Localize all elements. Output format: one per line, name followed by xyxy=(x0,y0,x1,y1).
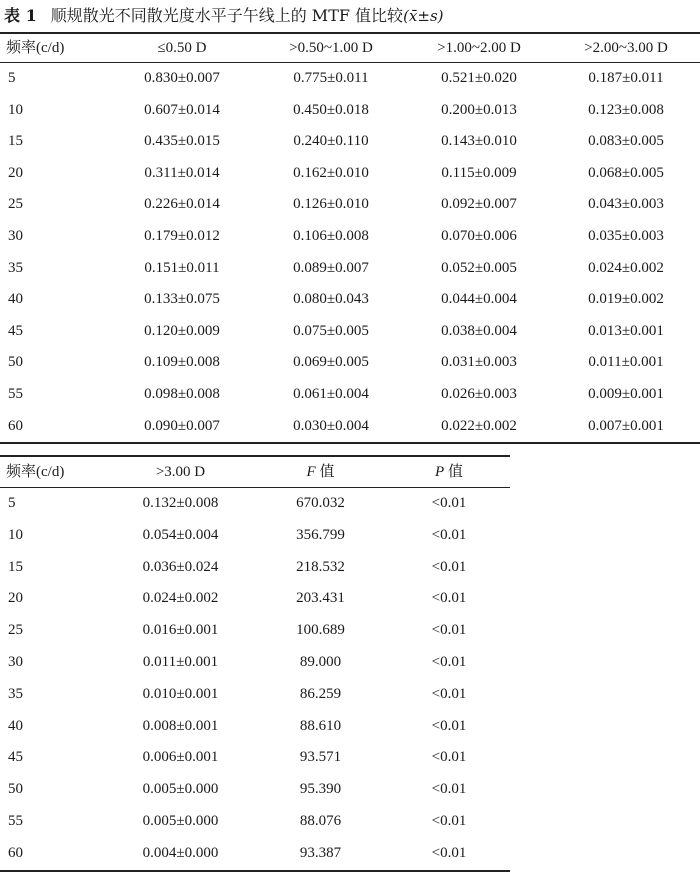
1.00-2.00-cell: 0.052±0.005 xyxy=(441,259,517,276)
table-row xyxy=(0,615,510,647)
2.00-3.00-cell: 0.123±0.008 xyxy=(588,101,664,118)
header-1.00-2.00: >1.00~2.00 D xyxy=(437,40,521,56)
2.00-3.00-cell: 0.011±0.001 xyxy=(588,354,664,371)
gt-3.00-cell: 0.005±0.000 xyxy=(142,781,219,798)
1.00-2.00-cell: 0.115±0.009 xyxy=(441,164,517,181)
p-value-cell: <0.01 xyxy=(431,781,467,798)
frequency-cell: 35 xyxy=(8,685,23,702)
table-caption xyxy=(4,2,444,30)
table-row xyxy=(0,711,510,743)
frequency-cell: 45 xyxy=(8,749,23,766)
le-0.50-cell: 0.179±0.012 xyxy=(144,227,220,244)
f-value-cell: 86.259 xyxy=(299,685,342,702)
f-value-cell: 218.532 xyxy=(296,558,345,575)
header-p-value xyxy=(388,456,510,488)
table-row xyxy=(0,158,700,190)
le-0.50-cell: 0.226±0.014 xyxy=(144,196,220,213)
0.50-1.00-cell: 0.069±0.005 xyxy=(293,354,369,371)
table-row xyxy=(0,647,510,679)
table-row xyxy=(0,838,510,871)
frequency-cell: 50 xyxy=(8,354,23,371)
p-value-cell: <0.01 xyxy=(431,812,467,829)
frequency-cell: 5 xyxy=(8,495,16,511)
f-value-cell: 93.571 xyxy=(299,749,342,766)
table-row xyxy=(0,520,510,552)
p-value-cell: <0.01 xyxy=(431,749,467,766)
gt-3.00-cell: 0.004±0.000 xyxy=(142,844,219,861)
le-0.50-cell: 0.133±0.075 xyxy=(144,291,220,308)
le-0.50-cell: 0.120±0.009 xyxy=(144,322,220,339)
1.00-2.00-cell: 0.200±0.013 xyxy=(441,101,517,118)
table-row xyxy=(0,679,510,711)
header-f-letter: F xyxy=(306,464,316,480)
gt-3.00-cell: 0.024±0.002 xyxy=(142,590,219,607)
header-frequency: 频率(c/d) xyxy=(6,464,65,480)
p-value-cell: <0.01 xyxy=(431,622,467,639)
frequency-cell: 50 xyxy=(8,781,23,798)
table-row xyxy=(0,189,700,221)
gt-3.00-cell: 0.008±0.001 xyxy=(142,717,219,734)
0.50-1.00-cell: 0.106±0.008 xyxy=(293,227,369,244)
0.50-1.00-cell: 0.089±0.007 xyxy=(293,259,369,276)
gt-3.00-cell: 0.011±0.001 xyxy=(142,653,219,670)
f-value-cell: 88.610 xyxy=(299,717,342,734)
gt-3.00-cell: 0.054±0.004 xyxy=(142,526,219,543)
2.00-3.00-cell: 0.083±0.005 xyxy=(588,133,664,150)
frequency-cell: 60 xyxy=(8,844,23,861)
frequency-cell: 15 xyxy=(8,133,23,150)
p-value-cell: <0.01 xyxy=(431,844,467,861)
frequency-cell: 25 xyxy=(8,622,23,639)
frequency-cell: 10 xyxy=(8,526,23,543)
p-value-cell: <0.01 xyxy=(431,495,467,511)
frequency-cell: 15 xyxy=(8,558,23,575)
frequency-cell: 35 xyxy=(8,259,23,276)
mtf-table-part1 xyxy=(0,32,700,444)
frequency-cell: 55 xyxy=(8,812,23,829)
table-row xyxy=(0,126,700,158)
1.00-2.00-cell: 0.070±0.006 xyxy=(441,227,517,244)
frequency-cell: 40 xyxy=(8,291,23,308)
0.50-1.00-cell: 0.080±0.043 xyxy=(293,291,369,308)
f-value-cell: 670.032 xyxy=(296,495,345,511)
le-0.50-cell: 0.151±0.011 xyxy=(144,259,220,276)
frequency-cell: 40 xyxy=(8,717,23,734)
frequency-cell: 45 xyxy=(8,322,23,339)
2.00-3.00-cell: 0.068±0.005 xyxy=(588,164,664,181)
caption-label: 表 1 xyxy=(4,6,37,25)
table-row xyxy=(0,63,700,95)
1.00-2.00-cell: 0.521±0.020 xyxy=(441,70,517,86)
0.50-1.00-cell: 0.126±0.010 xyxy=(293,196,369,213)
header-gt-3.00: >3.00 D xyxy=(155,464,206,480)
0.50-1.00-cell: 0.030±0.004 xyxy=(293,417,369,434)
table-row xyxy=(0,411,700,444)
gt-3.00-cell: 0.132±0.008 xyxy=(142,495,219,511)
header-f-suffix: 值 xyxy=(319,464,335,480)
1.00-2.00-cell: 0.026±0.003 xyxy=(441,385,517,402)
le-0.50-cell: 0.435±0.015 xyxy=(144,133,220,150)
2.00-3.00-cell: 0.043±0.003 xyxy=(588,196,664,213)
0.50-1.00-cell: 0.061±0.004 xyxy=(293,385,369,402)
table-row xyxy=(0,742,510,774)
2.00-3.00-cell: 0.009±0.001 xyxy=(588,385,664,402)
header-p-letter: P xyxy=(435,464,445,480)
f-value-cell: 100.689 xyxy=(296,622,345,639)
frequency-cell: 25 xyxy=(8,196,23,213)
table-row xyxy=(0,95,700,127)
frequency-cell: 30 xyxy=(8,227,23,244)
gt-3.00-cell: 0.036±0.024 xyxy=(142,558,219,575)
table-header-row xyxy=(0,33,700,63)
gt-3.00-cell: 0.010±0.001 xyxy=(142,685,219,702)
table-row xyxy=(0,284,700,316)
le-0.50-cell: 0.311±0.014 xyxy=(144,164,220,181)
le-0.50-cell: 0.830±0.007 xyxy=(144,70,220,86)
table-row xyxy=(0,806,510,838)
frequency-cell: 60 xyxy=(8,417,23,434)
frequency-cell: 55 xyxy=(8,385,23,402)
gt-3.00-cell: 0.005±0.000 xyxy=(142,812,219,829)
p-value-cell: <0.01 xyxy=(431,590,467,607)
1.00-2.00-cell: 0.022±0.002 xyxy=(441,417,517,434)
f-value-cell: 95.390 xyxy=(299,781,342,798)
2.00-3.00-cell: 0.024±0.002 xyxy=(588,259,664,276)
caption-stat: (x̄±s) xyxy=(403,7,444,25)
frequency-cell: 5 xyxy=(8,70,16,86)
caption-title: 顺规散光不同散光度水平子午线上的 MTF 值比较 xyxy=(50,6,404,25)
2.00-3.00-cell: 0.019±0.002 xyxy=(588,291,664,308)
table-row xyxy=(0,583,510,615)
0.50-1.00-cell: 0.162±0.010 xyxy=(293,164,369,181)
table-row xyxy=(0,316,700,348)
0.50-1.00-cell: 0.240±0.110 xyxy=(293,133,369,150)
p-value-cell: <0.01 xyxy=(431,717,467,734)
le-0.50-cell: 0.109±0.008 xyxy=(144,354,220,371)
frequency-cell: 20 xyxy=(8,164,23,181)
f-value-cell: 89.000 xyxy=(299,653,342,670)
2.00-3.00-cell: 0.187±0.011 xyxy=(588,70,664,86)
1.00-2.00-cell: 0.143±0.010 xyxy=(441,133,517,150)
1.00-2.00-cell: 0.038±0.004 xyxy=(441,322,517,339)
table-row xyxy=(0,253,700,285)
2.00-3.00-cell: 0.007±0.001 xyxy=(588,417,664,434)
0.50-1.00-cell: 0.450±0.018 xyxy=(293,101,369,118)
gt-3.00-cell: 0.006±0.001 xyxy=(142,749,219,766)
mtf-table-part2 xyxy=(0,455,510,872)
header-0.50-1.00: >0.50~1.00 D xyxy=(289,40,373,56)
1.00-2.00-cell: 0.031±0.003 xyxy=(441,354,517,371)
p-value-cell: <0.01 xyxy=(431,653,467,670)
p-value-cell: <0.01 xyxy=(431,685,467,702)
frequency-cell: 20 xyxy=(8,590,23,607)
le-0.50-cell: 0.607±0.014 xyxy=(144,101,220,118)
p-value-cell: <0.01 xyxy=(431,558,467,575)
header-le-0.50: ≤0.50 D xyxy=(157,40,207,56)
gt-3.00-cell: 0.016±0.001 xyxy=(142,622,219,639)
2.00-3.00-cell: 0.013±0.001 xyxy=(588,322,664,339)
le-0.50-cell: 0.098±0.008 xyxy=(144,385,220,402)
0.50-1.00-cell: 0.075±0.005 xyxy=(293,322,369,339)
table-row xyxy=(0,347,700,379)
header-p-suffix: 值 xyxy=(447,464,463,480)
table-row xyxy=(0,221,700,253)
0.50-1.00-cell: 0.775±0.011 xyxy=(293,70,369,86)
table-row xyxy=(0,552,510,584)
1.00-2.00-cell: 0.044±0.004 xyxy=(441,291,517,308)
2.00-3.00-cell: 0.035±0.003 xyxy=(588,227,664,244)
header-2.00-3.00: >2.00~3.00 D xyxy=(584,40,668,56)
table-row xyxy=(0,774,510,806)
header-frequency: 频率(c/d) xyxy=(6,40,65,56)
frequency-cell: 30 xyxy=(8,653,23,670)
f-value-cell: 356.799 xyxy=(296,526,345,543)
f-value-cell: 88.076 xyxy=(299,812,342,829)
header-f-value xyxy=(253,456,388,488)
frequency-cell: 10 xyxy=(8,101,23,118)
p-value-cell: <0.01 xyxy=(431,526,467,543)
table-row xyxy=(0,488,510,520)
le-0.50-cell: 0.090±0.007 xyxy=(144,417,220,434)
1.00-2.00-cell: 0.092±0.007 xyxy=(441,196,517,213)
table-row xyxy=(0,379,700,411)
f-value-cell: 93.387 xyxy=(299,844,342,861)
table-header-row xyxy=(0,456,510,488)
f-value-cell: 203.431 xyxy=(296,590,345,607)
